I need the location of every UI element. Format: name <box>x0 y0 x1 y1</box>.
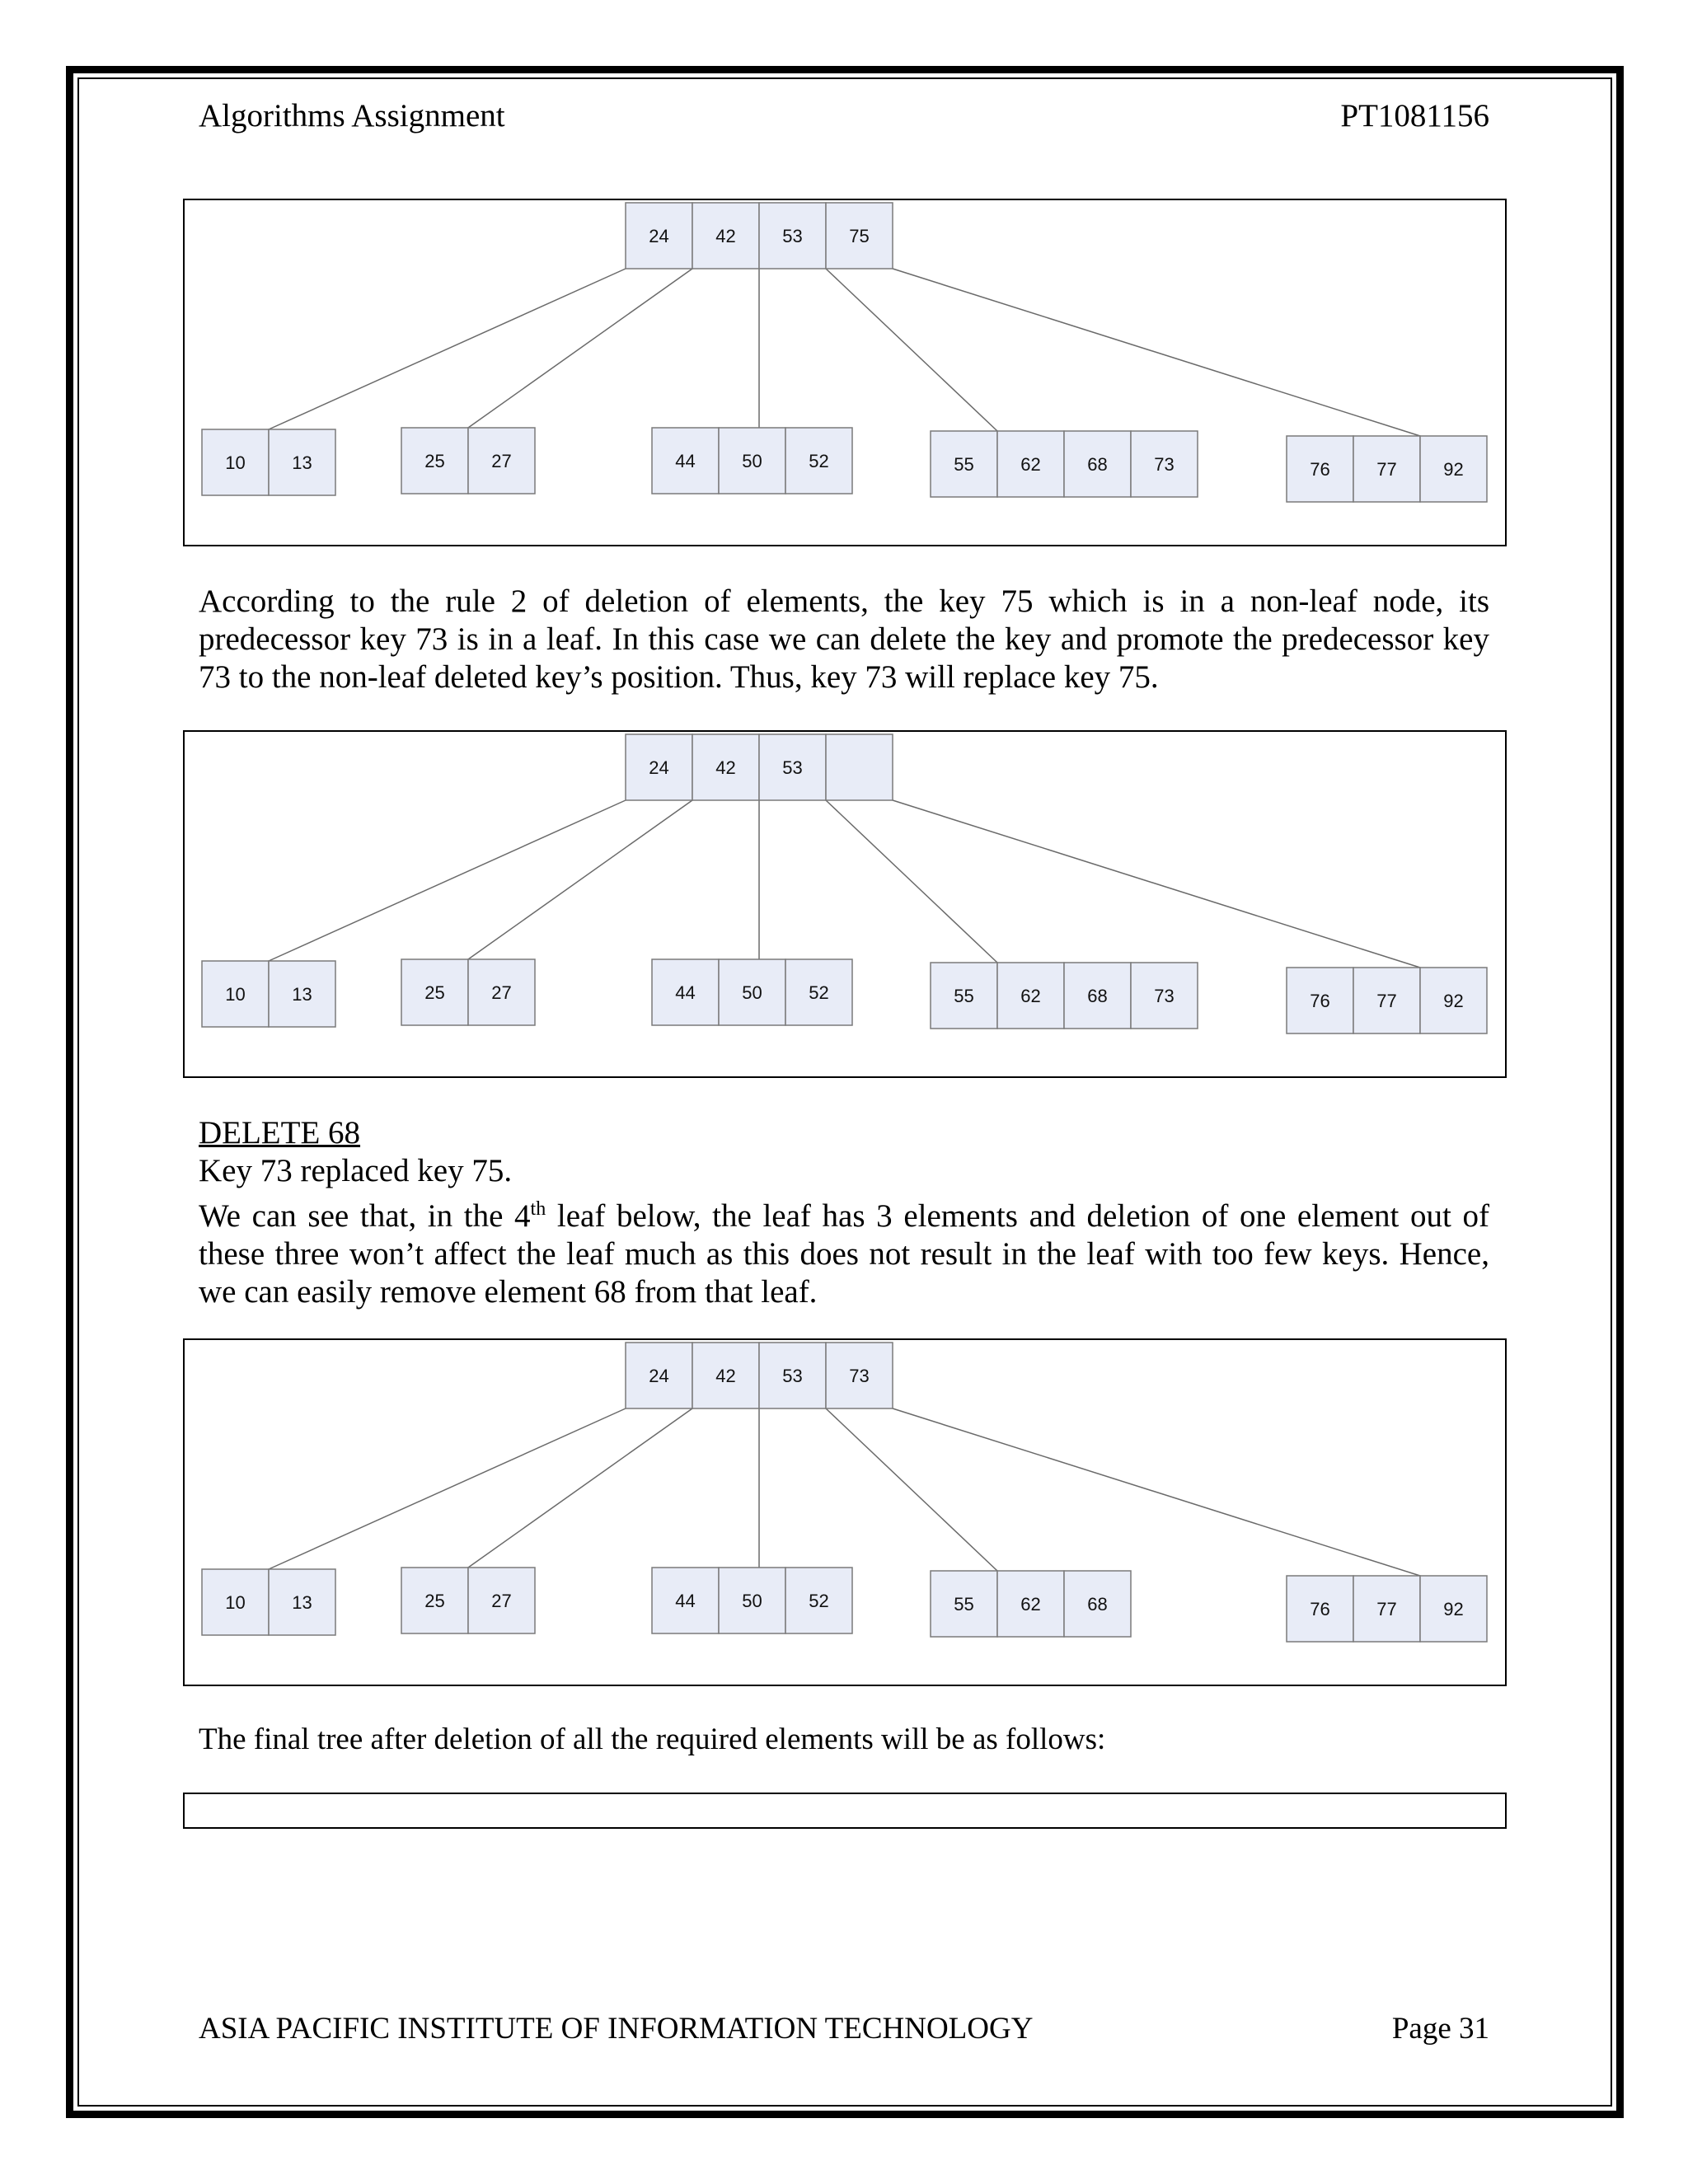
key-label: 13 <box>292 984 312 1005</box>
btree-diagram-2 <box>183 730 1507 1078</box>
footer-page-number: Page 31 <box>1391 2012 1489 2046</box>
leaf-node-1 <box>202 1569 335 1635</box>
header-title: Algorithms Assignment <box>199 98 505 134</box>
key-label: 44 <box>675 451 696 471</box>
key-label: 55 <box>954 454 974 475</box>
tree-edge <box>826 269 997 431</box>
section-text-pre: We can see that, in the 4 <box>199 1198 531 1234</box>
key-label: 62 <box>1020 454 1041 475</box>
key-label: 44 <box>675 982 696 1003</box>
section-paragraph <box>199 1190 1489 1311</box>
key-label: 92 <box>1443 459 1464 480</box>
leaf-node-1 <box>202 429 335 495</box>
key-label: 42 <box>715 1366 736 1386</box>
key-label: 62 <box>1020 1594 1041 1615</box>
tree-edge <box>893 269 1420 436</box>
key-label: 68 <box>1087 986 1108 1006</box>
key-label: 53 <box>782 757 803 778</box>
key-label: 68 <box>1087 1594 1108 1615</box>
key-label: 55 <box>954 1594 974 1615</box>
key-label: 76 <box>1310 459 1330 480</box>
key-label: 27 <box>491 982 512 1003</box>
delete-section <box>199 1114 1489 1311</box>
key-label: 10 <box>225 984 246 1005</box>
leaf-node-5 <box>1287 968 1487 1033</box>
key-label: 13 <box>292 1592 312 1613</box>
header-student-id: PT1081156 <box>1340 98 1489 134</box>
footer-institute: ASIA PACIFIC INSTITUTE OF INFORMATION TECHNOLOGY <box>199 2012 1034 2046</box>
key-label: 52 <box>809 451 829 471</box>
key-label: 27 <box>491 451 512 471</box>
leaf-node-3 <box>652 1568 852 1633</box>
key-label: 62 <box>1020 986 1041 1006</box>
key-label: 27 <box>491 1591 512 1611</box>
root-node <box>626 203 893 269</box>
key-label: 77 <box>1376 459 1397 480</box>
key-label: 92 <box>1443 991 1464 1011</box>
tree-edge <box>269 269 626 429</box>
key-label: 73 <box>1154 986 1175 1006</box>
key-label: 24 <box>649 226 669 246</box>
leaf-node-4 <box>931 1571 1131 1637</box>
key-label: 42 <box>715 757 736 778</box>
btree-svg-3 <box>183 1338 1507 1686</box>
key-label: 44 <box>675 1591 696 1611</box>
section-superscript: th <box>530 1198 546 1220</box>
key-cell <box>826 734 893 800</box>
btree-svg-2 <box>183 730 1507 1078</box>
key-label: 53 <box>782 1366 803 1386</box>
key-label: 76 <box>1310 991 1330 1011</box>
key-label: 73 <box>1154 454 1175 475</box>
leaf-node-3 <box>652 428 852 494</box>
key-label: 92 <box>1443 1599 1464 1619</box>
leaf-node-3 <box>652 959 852 1025</box>
key-label: 10 <box>225 452 246 473</box>
btree-diagram-1 <box>183 199 1507 546</box>
key-label: 76 <box>1310 1599 1330 1619</box>
btree-diagram-3 <box>183 1338 1507 1686</box>
btree-svg-1 <box>183 199 1507 546</box>
key-label: 73 <box>849 1366 870 1386</box>
key-label: 25 <box>424 1591 445 1611</box>
key-label: 53 <box>782 226 803 246</box>
paragraph-final-tree: The final tree after deletion of all the required elements will be as follows: <box>199 1722 1106 1756</box>
paragraph-rule-2: According to the rule 2 of deletion of elements, the key 75 which is in a non-leaf node, its predecessor key 73 is in a leaf. In this case we can delete the key and promote the predecessor key 73 to the non-leaf deleted key’s position. Thus, key 73 will replace key 75. <box>199 583 1489 695</box>
section-line-1: Key 73 replaced key 75. <box>199 1153 513 1188</box>
key-label: 50 <box>742 1591 762 1611</box>
tree-edge <box>893 1408 1420 1576</box>
key-label: 50 <box>742 982 762 1003</box>
key-label: 24 <box>649 757 669 778</box>
leaf-node-1 <box>202 961 335 1027</box>
leaf-node-4 <box>931 963 1198 1029</box>
section-heading: DELETE 68 <box>199 1115 361 1151</box>
key-label: 50 <box>742 451 762 471</box>
key-label: 68 <box>1087 454 1108 475</box>
tree-edge <box>826 1408 997 1571</box>
key-label: 13 <box>292 452 312 473</box>
tree-edge <box>269 1408 626 1569</box>
tree-edge <box>468 1408 692 1568</box>
leaf-node-4 <box>931 431 1198 497</box>
key-label: 52 <box>809 1591 829 1611</box>
key-label: 77 <box>1376 991 1397 1011</box>
key-label: 25 <box>424 982 445 1003</box>
key-label: 25 <box>424 451 445 471</box>
tree-edge <box>468 800 692 959</box>
final-tree-box <box>183 1793 1507 1829</box>
key-label: 55 <box>954 986 974 1006</box>
root-node <box>626 1343 893 1408</box>
leaf-node-2 <box>401 959 535 1025</box>
key-label: 24 <box>649 1366 669 1386</box>
tree-edge <box>826 800 997 963</box>
key-label: 75 <box>849 226 870 246</box>
tree-edge <box>893 800 1420 968</box>
leaf-node-5 <box>1287 436 1487 502</box>
root-node <box>626 734 893 800</box>
key-label: 42 <box>715 226 736 246</box>
tree-edge <box>269 800 626 961</box>
leaf-node-5 <box>1287 1576 1487 1642</box>
key-label: 77 <box>1376 1599 1397 1619</box>
key-label: 52 <box>809 982 829 1003</box>
tree-edge <box>468 269 692 428</box>
leaf-node-2 <box>401 428 535 494</box>
leaf-node-2 <box>401 1568 535 1633</box>
key-label: 10 <box>225 1592 246 1613</box>
section-text-post: leaf below, the leaf has 3 elements and deletion of one element out of these three won’t affect the leaf much as this does not result in the leaf with too few keys. Hence, we can easily remove element 68 from that leaf. <box>199 1198 1489 1310</box>
